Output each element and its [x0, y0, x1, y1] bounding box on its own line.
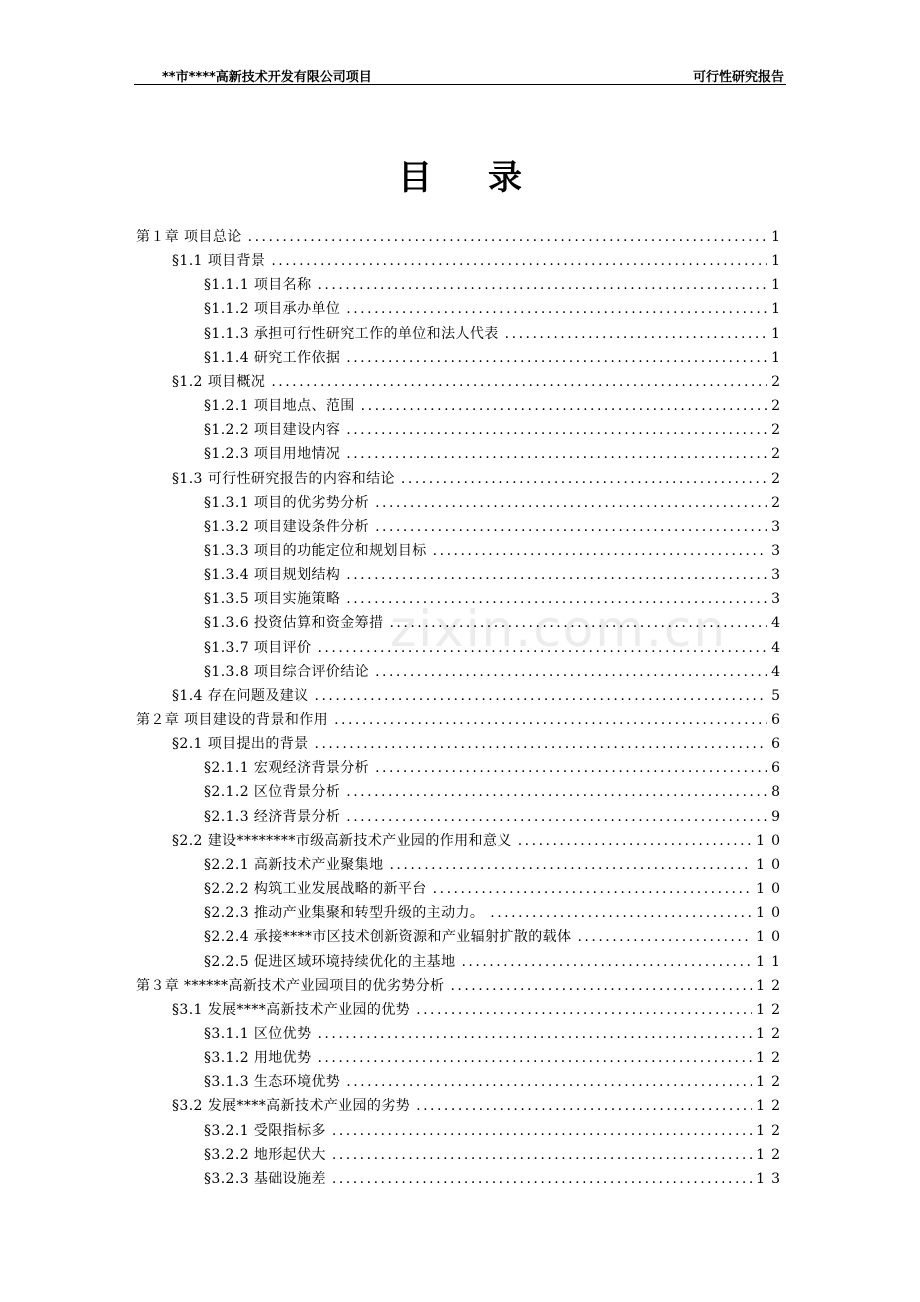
toc-page-number: 10 — [756, 881, 786, 897]
toc-page-number: 10 — [756, 857, 786, 873]
toc-page-number: 3 — [771, 519, 786, 535]
toc-page-number: 8 — [771, 784, 786, 800]
toc-entry-title: §1.1.3 承担可行性研究工作的单位和法人代表 — [204, 326, 499, 342]
toc-dot-leader — [332, 1119, 752, 1143]
toc-page-number: 1 — [771, 301, 786, 317]
toc-entry[interactable] — [136, 225, 786, 249]
toc-page-number: 2 — [771, 495, 786, 511]
toc-entry-title: §1.3.1 项目的优劣势分析 — [204, 495, 370, 511]
toc-page-number: 3 — [771, 591, 786, 607]
toc-page-number: 2 — [771, 471, 786, 487]
toc-dot-leader — [346, 587, 767, 611]
toc-entry[interactable] — [172, 998, 786, 1022]
toc-entry-title: §1.1.2 项目承办单位 — [204, 301, 341, 317]
toc-dot-leader — [375, 660, 767, 684]
toc-entry-title: 第３章 ******高新技术产业园项目的优劣势分析 — [136, 978, 445, 994]
toc-page-number: 6 — [771, 760, 786, 776]
toc-entry-title: §3.1.2 用地优势 — [204, 1050, 312, 1066]
toc-page-number: 6 — [771, 712, 786, 728]
toc-entry-title: §1.2 项目概况 — [172, 374, 266, 390]
toc-entry-title: §1.1.4 研究工作依据 — [204, 350, 341, 366]
toc-page-number: 2 — [771, 446, 786, 462]
toc-entry-title: §2.2 建设********市级高新技术产业园的作用和意义 — [172, 833, 512, 849]
toc-page-number: 12 — [756, 1050, 786, 1066]
toc-dot-leader — [317, 636, 767, 660]
toc-entry[interactable] — [204, 346, 786, 370]
toc-entry[interactable] — [204, 950, 786, 974]
toc-dot-leader — [416, 1094, 752, 1118]
toc-entry-title: §1.3.6 投资估算和资金筹措 — [204, 615, 384, 631]
toc-dot-leader — [346, 563, 767, 587]
toc-entry[interactable] — [204, 877, 786, 901]
toc-entry-title: 第１章 项目总论 — [136, 229, 242, 245]
toc-page-number: 6 — [771, 736, 786, 752]
toc-entry-title: §2.1.1 宏观经济背景分析 — [204, 760, 370, 776]
toc-page-number: 12 — [756, 1074, 786, 1090]
toc-entry[interactable] — [204, 1046, 786, 1070]
toc-entry-title: §1.1.1 项目名称 — [204, 277, 312, 293]
toc-dot-leader — [346, 297, 767, 321]
toc-entry-title: §2.2.4 承接****市区技术创新资源和产业辐射扩散的载体 — [204, 929, 572, 945]
toc-dot-leader — [401, 467, 767, 491]
toc-entry[interactable] — [204, 491, 786, 515]
toc-page-number: 2 — [771, 374, 786, 390]
toc-dot-leader — [315, 684, 768, 708]
toc-entry[interactable] — [204, 442, 786, 466]
toc-dot-leader — [577, 925, 752, 949]
toc-entry-title: §1.3.7 项目评价 — [204, 640, 312, 656]
toc-entry[interactable] — [136, 974, 786, 998]
toc-page-number: 2 — [771, 398, 786, 414]
toc-dot-leader — [248, 225, 767, 249]
toc-dot-leader — [433, 539, 767, 563]
toc-dot-leader — [433, 877, 753, 901]
toc-dot-leader — [317, 1022, 752, 1046]
toc-entry[interactable] — [204, 853, 786, 877]
toc-entry[interactable] — [204, 1070, 786, 1094]
toc-entry-title: §2.1.3 经济背景分析 — [204, 809, 341, 825]
toc-dot-leader — [271, 249, 767, 273]
toc-entry-title: §3.1.1 区位优势 — [204, 1026, 312, 1042]
header-report-type: 可行性研究报告 — [692, 70, 784, 85]
toc-entry[interactable] — [136, 708, 786, 732]
toc-entry-title: §1.3 可行性研究报告的内容和结论 — [172, 471, 395, 487]
toc-dot-leader — [317, 1046, 752, 1070]
toc-entry-title: 第２章 项目建设的背景和作用 — [136, 712, 329, 728]
toc-entry[interactable] — [204, 273, 786, 297]
toc-entry[interactable] — [204, 1119, 786, 1143]
page-title: 目录 — [398, 158, 578, 198]
toc-dot-leader — [346, 442, 767, 466]
toc-dot-leader — [334, 708, 767, 732]
toc-entry-title: §2.1.2 区位背景分析 — [204, 784, 341, 800]
toc-page-number: 4 — [771, 664, 786, 680]
toc-entry[interactable] — [204, 515, 786, 539]
toc-dot-leader — [361, 394, 767, 418]
toc-dot-leader — [332, 1143, 752, 1167]
toc-entry-title: §1.3.5 项目实施策略 — [204, 591, 341, 607]
toc-page-number: 12 — [756, 1147, 786, 1163]
toc-dot-leader — [315, 732, 768, 756]
toc-dot-leader — [332, 1167, 752, 1191]
toc-dot-leader — [346, 1070, 752, 1094]
toc-page-number: 12 — [756, 1002, 786, 1018]
toc-entry-title: §2.2.5 促进区域环境持续优化的主基地 — [204, 954, 456, 970]
toc-entry[interactable] — [204, 1167, 786, 1191]
toc-page-number: 1 — [771, 253, 786, 269]
toc-entry[interactable] — [204, 587, 786, 611]
toc-page-number: 1 — [771, 277, 786, 293]
toc-page-number: 11 — [756, 954, 786, 970]
toc-entry-title: §2.2.2 构筑工业发展战略的新平台 — [204, 881, 427, 897]
toc-entry[interactable] — [204, 563, 786, 587]
toc-entry-title: §3.2.1 受限指标多 — [204, 1123, 326, 1139]
toc-entry-title: §1.3.8 项目综合评价结论 — [204, 664, 370, 680]
toc-page-number: 12 — [756, 1123, 786, 1139]
toc-entry[interactable] — [204, 925, 786, 949]
toc-dot-leader — [346, 780, 767, 804]
toc-entry-title: §1.3.4 项目规划结构 — [204, 567, 341, 583]
toc-dot-leader — [490, 901, 752, 925]
toc-dot-leader — [346, 346, 767, 370]
toc-dot-leader — [346, 805, 767, 829]
toc-page-number: 2 — [771, 422, 786, 438]
toc-entry[interactable] — [204, 780, 786, 804]
page-header — [134, 62, 786, 85]
toc-entry[interactable] — [204, 322, 786, 346]
toc-dot-leader — [389, 611, 767, 635]
toc-entry-title: §1.2.2 项目建设内容 — [204, 422, 341, 438]
toc-page-number: 1 — [771, 229, 786, 245]
toc-dot-leader — [518, 829, 752, 853]
toc-entry[interactable] — [172, 370, 786, 394]
toc-entry-title: §2.2.3 推动产业集聚和转型升级的主动力。 — [204, 905, 485, 921]
toc-page-number: 5 — [771, 688, 786, 704]
toc-page-number: 9 — [771, 809, 786, 825]
toc-entry-title: §2.2.1 高新技术产业聚集地 — [204, 857, 384, 873]
toc-dot-leader — [317, 273, 767, 297]
toc-entry[interactable] — [172, 684, 786, 708]
toc-entry[interactable] — [204, 1022, 786, 1046]
toc-entry[interactable] — [204, 660, 786, 684]
toc-page-number: 10 — [756, 833, 786, 849]
toc-entry-title: §2.1 项目提出的背景 — [172, 736, 309, 752]
toc-dot-leader — [375, 756, 767, 780]
toc-dot-leader — [375, 515, 767, 539]
toc-dot-leader — [505, 322, 767, 346]
toc-entry[interactable] — [204, 539, 786, 563]
toc-entry[interactable] — [204, 636, 786, 660]
toc-page-number: 12 — [756, 978, 786, 994]
toc-entry-title: §1.4 存在问题及建议 — [172, 688, 309, 704]
toc-entry[interactable] — [204, 756, 786, 780]
toc-page-number: 12 — [756, 1026, 786, 1042]
toc-entry[interactable] — [204, 1143, 786, 1167]
toc-entry-title: §3.1 发展****高新技术产业园的优势 — [172, 1002, 411, 1018]
toc-entry-title: §1.2.3 项目用地情况 — [204, 446, 341, 462]
toc-entry[interactable] — [172, 732, 786, 756]
toc-entry[interactable] — [172, 467, 786, 491]
toc-page-number: 10 — [756, 929, 786, 945]
toc-entry-title: §3.2 发展****高新技术产业园的劣势 — [172, 1098, 411, 1114]
toc-entry[interactable] — [172, 249, 786, 273]
toc-page-number: 1 — [771, 350, 786, 366]
toc-entry-title: §3.1.3 生态环境优势 — [204, 1074, 341, 1090]
toc-entry-title: §3.2.3 基础设施差 — [204, 1171, 326, 1187]
toc-page-number: 12 — [756, 1098, 786, 1114]
toc-dot-leader — [416, 998, 752, 1022]
toc-page-number: 1 — [771, 326, 786, 342]
toc-dot-leader — [375, 491, 767, 515]
toc-entry[interactable] — [172, 829, 786, 853]
toc-entry[interactable] — [204, 611, 786, 635]
toc-dot-leader — [461, 950, 752, 974]
toc-entry-title: §1.3.3 项目的功能定位和规划目标 — [204, 543, 427, 559]
toc-entry[interactable] — [204, 418, 786, 442]
toc-page-number: 13 — [756, 1171, 786, 1187]
toc-entry[interactable] — [204, 805, 786, 829]
toc-entry-title: §3.2.2 地形起伏大 — [204, 1147, 326, 1163]
toc-entry-title: §1.3.2 项目建设条件分析 — [204, 519, 370, 535]
toc-entry[interactable] — [204, 394, 786, 418]
toc-entry[interactable] — [204, 901, 786, 925]
toc-dot-leader — [271, 370, 767, 394]
toc-entry-title: §1.2.1 项目地点、范围 — [204, 398, 355, 414]
toc-page-number: 4 — [771, 615, 786, 631]
toc-page-number: 4 — [771, 640, 786, 656]
toc-dot-leader — [346, 418, 767, 442]
toc-dot-leader — [389, 853, 752, 877]
toc-entry-title: §1.1 项目背景 — [172, 253, 266, 269]
watermark: zixin.com.cn — [390, 600, 728, 658]
toc-page-number: 10 — [756, 905, 786, 921]
toc-entry[interactable] — [204, 297, 786, 321]
header-project-name: **市****高新技术开发有限公司项目 — [162, 70, 372, 85]
toc-page-number: 3 — [771, 543, 786, 559]
toc-page-number: 3 — [771, 567, 786, 583]
toc-entry[interactable] — [172, 1094, 786, 1118]
toc-dot-leader — [450, 974, 752, 998]
